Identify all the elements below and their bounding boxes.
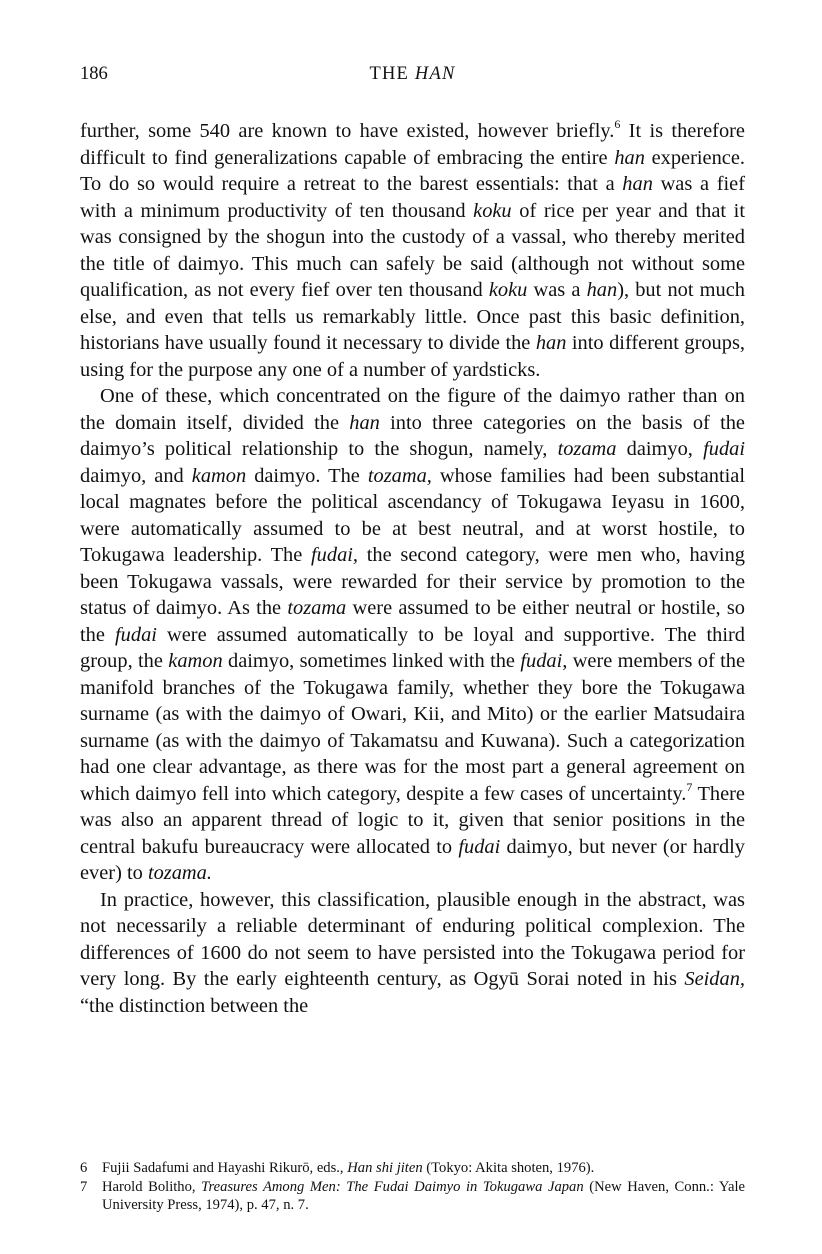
text-run: daimyo. The (246, 464, 368, 487)
text-run: were members of the manifold branches of the Tokugawa family, whether they bore the Tokugawa surname (as with the daimyo of Owari, Kii, and Mito) or the earlier Matsudaira surname (as with the daimyo of Takamatsu and Kuwana). Such a categorization had one clear advantage, as there was for the most part a general agreement on which daimyo fell into which category, despite a few cases of uncertainty. (80, 650, 745, 805)
text-run: were assumed to be either neutral or hostile, so the (80, 597, 745, 646)
italic-term: tozama (557, 438, 617, 460)
footnote-ref: 7 (686, 779, 693, 794)
text-run: into different groups, using for the purpose any one of a number of yardsticks. (80, 332, 745, 381)
text-run: of rice per year and that it was consigned by the shogun into the custody of a vassal, who thereby merited the title of daimyo. This much can safely be said (although not without some qualification, as not every fief over ten thousand (80, 199, 745, 301)
italic-term: han (622, 173, 653, 195)
text-run: daimyo, sometimes linked with the (222, 650, 521, 672)
text-run: Fujii Sadafumi and Hayashi Rikurō, eds., (102, 1160, 348, 1176)
text-run: “the distinction between the (80, 994, 309, 1017)
text-run: was a (527, 279, 587, 301)
book-page (80, 64, 745, 1019)
footnote-number: 7 (80, 1178, 88, 1195)
body-text (80, 118, 745, 1019)
running-title-italic: HAN (414, 64, 456, 84)
italic-term: koku (473, 199, 512, 222)
text-run: into three categories on the basis of the daimyo’s political relationship to the shogun, namely, (80, 411, 745, 460)
italic-term: fudai (115, 623, 157, 646)
italic-term: fudai, (520, 650, 568, 672)
italic-term: tozama. (147, 862, 212, 884)
text-run: the second category, were men who, having been Tokugawa vassals, were rewarded for their service by promotion to the status of daimyo. As the (80, 544, 745, 619)
running-head (80, 64, 745, 94)
text-run: daimyo, and (80, 464, 192, 487)
italic-term: koku (488, 279, 528, 301)
text-run: daimyo, (616, 438, 704, 460)
text-run: Harold Bolitho, (102, 1178, 202, 1195)
footnote-6 (80, 1159, 745, 1178)
italic-term: fudai (703, 438, 745, 460)
italic-term: tozama (287, 597, 347, 619)
text-run: ), but not much else, and even that tells us remarkably little. Once past this basic definition, historians have usually found it necessary to divide the (80, 279, 745, 354)
text-run: was a fief with a minimum productivity of ten thousand (80, 173, 745, 222)
footnote-text (102, 1160, 594, 1176)
italic-term: han (614, 146, 645, 169)
text-run: whose families had been substantial local magnates before the political ascendancy of Tokugawa Ieyasu in 1600, were automatically assumed to be at best neutral, and at worst hostile, to Tokugawa leadership. The (80, 464, 745, 566)
text-run: daimyo, but never (or hardly ever) to (80, 835, 746, 884)
text-run: There was also an apparent thread of logic to it, given that senior positions in the central bakufu bureaucracy were allocated to (80, 782, 745, 858)
italic-term: kamon (168, 650, 223, 672)
italic-term: fudai (458, 835, 501, 858)
italic-term: Seidan, (684, 968, 745, 990)
text-run: were assumed automatically to be loyal and supportive. The third group, the (80, 623, 745, 672)
italic-term: fudai, (311, 544, 359, 566)
italic-term: han (349, 411, 380, 434)
footnote-ref: 6 (614, 117, 621, 132)
page-number: 186 (80, 64, 108, 84)
paragraph-3 (80, 887, 745, 1020)
paragraph-2 (80, 383, 745, 887)
italic-term: Treasures Among Men: The Fudai Daimyo in Tokugawa Japan (201, 1178, 584, 1195)
italic-term: han (586, 279, 618, 301)
italic-term: kamon (191, 464, 247, 487)
text-run: (Tokyo: Akita shoten, 1976). (422, 1160, 595, 1176)
italic-term: tozama, (367, 464, 432, 487)
italic-term: Han shi jiten (347, 1160, 423, 1176)
footnote-number: 6 (80, 1160, 88, 1176)
footnote-text (102, 1179, 745, 1214)
footnotes (80, 1159, 745, 1215)
text-run: experience. To do so would require a retreat to the barest essentials: that a (80, 146, 745, 195)
italic-term: han (535, 332, 567, 354)
text-run: In practice, however, this classification, plausible enough in the abstract, was not necessarily a reliable determinant of enduring political complexion. The differences of 1600 do not seem to have persisted into the Tokugawa period for very long. By the early eighteenth century, as Ogyū Sorai noted in his (80, 888, 745, 990)
text-run: (New Haven, Conn.: Yale University Press, 1974), p. 47, n. 7. (102, 1178, 746, 1213)
text-run: further, some 540 are known to have existed, however briefly. (80, 120, 615, 142)
footnote-7 (80, 1178, 745, 1215)
text-run: One of these, which concentrated on the figure of the daimyo rather than on the domain itself, divided the (80, 385, 745, 434)
running-title (80, 64, 745, 85)
running-title-prefix: THE (369, 64, 415, 84)
paragraph-1 (80, 118, 745, 383)
text-run: It is therefore difficult to find generalizations capable of embracing the entire (80, 120, 745, 169)
